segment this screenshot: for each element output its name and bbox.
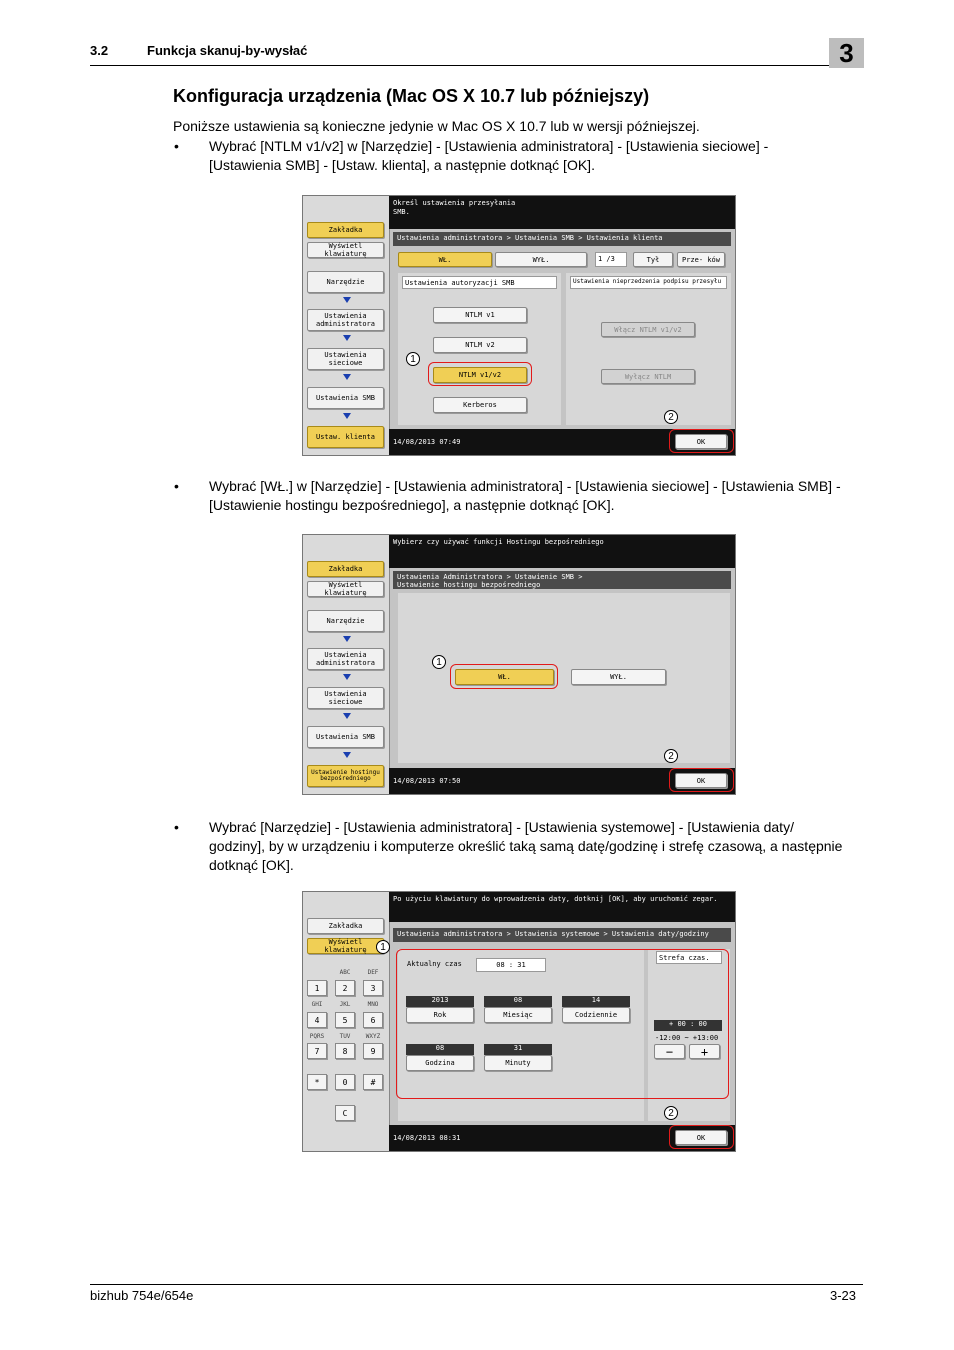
arrow-down-icon <box>343 374 351 380</box>
timezone-label: Strefa czas. <box>656 951 722 964</box>
auth-section-header: Ustawienia autoryzacji SMB <box>402 276 557 289</box>
disable-ntlm-button: Wyłącz NTLM <box>601 369 695 384</box>
nav-admin-settings[interactable]: Ustawienia administratora <box>307 648 384 670</box>
chapter-badge: 3 <box>829 38 864 68</box>
date-time: 14/08/2013 07:50 <box>393 777 461 785</box>
key-label: GHI <box>311 1001 323 1008</box>
nav-admin-settings[interactable]: Ustawienia administratora <box>307 309 384 331</box>
keyboard-button[interactable]: Wyświetl klawiaturę <box>307 938 384 954</box>
timezone-range: -12:00 ~ +13:00 <box>655 1034 719 1042</box>
section-title: Funkcja skanuj-by-wysłać <box>147 43 308 58</box>
day-button[interactable]: Codziennie <box>562 1007 630 1023</box>
nav-network-settings[interactable]: Ustawienia sieciowe <box>307 687 384 709</box>
nav-client-settings[interactable]: Ustaw. klienta <box>307 426 384 448</box>
key-clear[interactable]: C <box>335 1105 355 1121</box>
highlight-box <box>450 664 558 689</box>
intro-paragraph: Poniższe ustawienia są konieczne jedynie w Mac OS X 10.7 lub w wersji późniejszej. <box>173 118 700 134</box>
minute-button[interactable]: Minuty <box>484 1055 552 1071</box>
callout-1: 1 <box>432 655 446 669</box>
page-indicator: 1 /3 <box>595 252 627 267</box>
page-title: Konfiguracja urządzenia (Mac OS X 10.7 lub późniejszy) <box>173 86 650 106</box>
key-0[interactable]: 0 <box>335 1074 355 1090</box>
prev-page-button[interactable]: Tył <box>633 252 673 267</box>
highlight-box <box>669 1125 734 1149</box>
key-label: WXYZ <box>365 1033 381 1040</box>
bullet-line: Wybrać [NTLM v1/v2] w [Narzędzie] - [Ustawienia administratora] - [Ustawienia sieciowe] - <box>209 138 769 154</box>
ntlm-v2-button[interactable]: NTLM v2 <box>433 337 527 353</box>
bullet-line: Wybrać [Narzędzie] - [Ustawienia administratora] - [Ustawienia systemowe] - [Ustawienia daty/ <box>209 819 794 835</box>
nav-direct-hosting[interactable]: Ustawienie hostingu bezpośredniego <box>307 765 384 787</box>
month-button[interactable]: Miesiąc <box>484 1007 552 1023</box>
bullet-mark: • <box>174 478 179 494</box>
arrow-down-icon <box>343 752 351 758</box>
tab-bookmark[interactable]: Zakładka <box>307 561 384 577</box>
key-label: DEF <box>367 969 379 976</box>
timezone-value: + 00 : 00 <box>654 1020 722 1031</box>
message-text: Określ ustawienia przesyłania SMB. <box>393 199 516 216</box>
callout-1: 1 <box>406 352 420 366</box>
key-8[interactable]: 8 <box>335 1043 355 1059</box>
ok-button[interactable]: OK <box>675 773 727 788</box>
date-time: 14/08/2013 07:49 <box>393 438 461 446</box>
highlight-box <box>428 362 532 386</box>
screenshot-date-time <box>302 891 736 1152</box>
key-1[interactable]: 1 <box>307 980 327 996</box>
day-value: 14 <box>562 996 630 1007</box>
message-bar <box>389 535 735 568</box>
ntlm-v1-v2-button[interactable]: NTLM v1/v2 <box>433 367 527 383</box>
bullet-line: Wybrać [WŁ.] w [Narzędzie] - [Ustawienia administratora] - [Ustawienia sieciowe] - [Ustawienia SMB] - <box>209 478 841 494</box>
keyboard-button[interactable]: Wyświetl klawiaturę <box>307 581 384 597</box>
breadcrumb: Ustawienia administratora > Ustawienia systemowe > Ustawienia daty/godziny <box>393 928 731 942</box>
key-star[interactable]: * <box>307 1074 327 1090</box>
tab-bookmark[interactable]: Zakładka <box>307 918 384 934</box>
bullet-line: godziny], by w urządzeniu i komputerze określić taką samą datę/godzinę i strefę czasową, a następnie <box>209 838 843 854</box>
signing-section <box>566 273 731 425</box>
arrow-down-icon <box>343 335 351 341</box>
message-bar <box>389 892 735 922</box>
message-text: Wybierz czy używać funkcji Hostingu bezpośredniego <box>393 538 604 546</box>
off-button[interactable]: WYŁ. <box>571 669 666 685</box>
on-button[interactable]: WŁ. <box>455 669 554 685</box>
enable-ntlm-button: Włącz NTLM v1/v2 <box>601 322 695 337</box>
bullet-text <box>209 818 869 875</box>
arrow-down-icon <box>343 413 351 419</box>
bullet-line: [Ustawienie hostingu bezpośredniego], a następnie dotknąć [OK]. <box>209 497 615 513</box>
footer-page-number: 3-23 <box>830 1288 857 1303</box>
key-4[interactable]: 4 <box>307 1012 327 1028</box>
nav-tool[interactable]: Narzędzie <box>307 610 384 632</box>
bullet-text <box>209 477 869 515</box>
on-button[interactable]: WŁ. <box>398 252 492 267</box>
key-label: ABC <box>339 969 351 976</box>
timezone-minus-button[interactable]: − <box>654 1044 685 1059</box>
hour-button[interactable]: Godzina <box>406 1055 474 1071</box>
ok-button[interactable]: OK <box>675 434 727 449</box>
bullet-mark: • <box>174 138 179 154</box>
kerberos-button[interactable]: Kerberos <box>433 397 527 413</box>
breadcrumb: Ustawienia administratora > Ustawienia SMB > Ustawienia klienta <box>393 232 731 246</box>
sidebar <box>303 196 390 455</box>
hour-value: 08 <box>406 1044 474 1055</box>
header-rule <box>90 65 863 66</box>
key-2[interactable]: 2 <box>335 980 355 996</box>
keyboard-button[interactable]: Wyświetl klawiaturę <box>307 242 384 258</box>
footer-rule <box>90 1284 863 1285</box>
key-7[interactable]: 7 <box>307 1043 327 1059</box>
key-label: PQRS <box>309 1033 325 1040</box>
bullet-mark: • <box>174 819 179 835</box>
callout-2: 2 <box>664 1106 678 1120</box>
key-5[interactable]: 5 <box>335 1012 355 1028</box>
sidebar <box>303 535 390 794</box>
message-text: Po użyciu klawiatury do wprowadzenia daty, dotknij [OK], aby uruchomić zegar. <box>393 895 718 903</box>
screenshot-ntlm-settings <box>302 195 736 456</box>
key-3[interactable]: 3 <box>363 980 383 996</box>
off-button[interactable]: WYŁ. <box>495 252 587 267</box>
arrow-down-icon <box>343 297 351 303</box>
breadcrumb-line: Ustawienie hostingu bezpośredniego <box>397 581 541 589</box>
bullet-text <box>209 137 869 175</box>
breadcrumb <box>393 571 731 589</box>
ntlm-v1-button[interactable]: NTLM v1 <box>433 307 527 323</box>
minute-value: 31 <box>484 1044 552 1055</box>
month-value: 08 <box>484 996 552 1007</box>
callout-1: 1 <box>376 940 390 954</box>
current-time-value: 08 : 31 <box>476 958 546 972</box>
bullet-line: dotknąć [OK]. <box>209 857 294 873</box>
footer-model: bizhub 754e/654e <box>90 1288 194 1303</box>
callout-2: 2 <box>664 749 678 763</box>
current-time-label: Aktualny czas <box>407 960 462 968</box>
highlight-box <box>396 949 729 1099</box>
timezone-plus-button[interactable]: + <box>689 1044 720 1059</box>
year-value: 2013 <box>406 996 474 1007</box>
key-label: JKL <box>339 1001 351 1008</box>
arrow-down-icon <box>343 713 351 719</box>
callout-2: 2 <box>664 410 678 424</box>
screenshot-direct-hosting <box>302 534 736 795</box>
arrow-down-icon <box>343 636 351 642</box>
tab-bookmark[interactable]: Zakładka <box>307 222 384 238</box>
key-hash[interactable]: # <box>363 1074 383 1090</box>
arrow-down-icon <box>343 674 351 680</box>
signing-section-header: Ustawienia nieprzedzenia podpisu przesyłu <box>570 276 727 289</box>
key-6[interactable]: 6 <box>363 1012 383 1028</box>
key-label: MNO <box>367 1001 379 1008</box>
bullet-line: [Ustawienia SMB] - [Ustaw. klienta], a następnie dotknąć [OK]. <box>209 157 595 173</box>
sidebar <box>303 892 390 1151</box>
nav-smb-settings[interactable]: Ustawienia SMB <box>307 387 384 409</box>
next-page-button[interactable]: Prze- ków <box>677 252 725 267</box>
key-label: TUV <box>339 1033 351 1040</box>
breadcrumb-line: Ustawienia Administratora > Ustawienie SMB > <box>397 573 583 581</box>
section-number: 3.2 <box>90 43 109 58</box>
year-button[interactable]: Rok <box>406 1007 474 1023</box>
date-time: 14/08/2013 08:31 <box>393 1134 461 1142</box>
ok-button[interactable]: OK <box>675 1130 727 1145</box>
key-9[interactable]: 9 <box>363 1043 383 1059</box>
nav-tool[interactable]: Narzędzie <box>307 271 384 293</box>
nav-smb-settings[interactable]: Ustawienia SMB <box>307 726 384 748</box>
message-bar <box>389 196 735 229</box>
highlight-box <box>669 429 734 453</box>
nav-network-settings[interactable]: Ustawienia sieciowe <box>307 348 384 370</box>
highlight-box <box>669 768 734 792</box>
content-area <box>398 593 730 763</box>
